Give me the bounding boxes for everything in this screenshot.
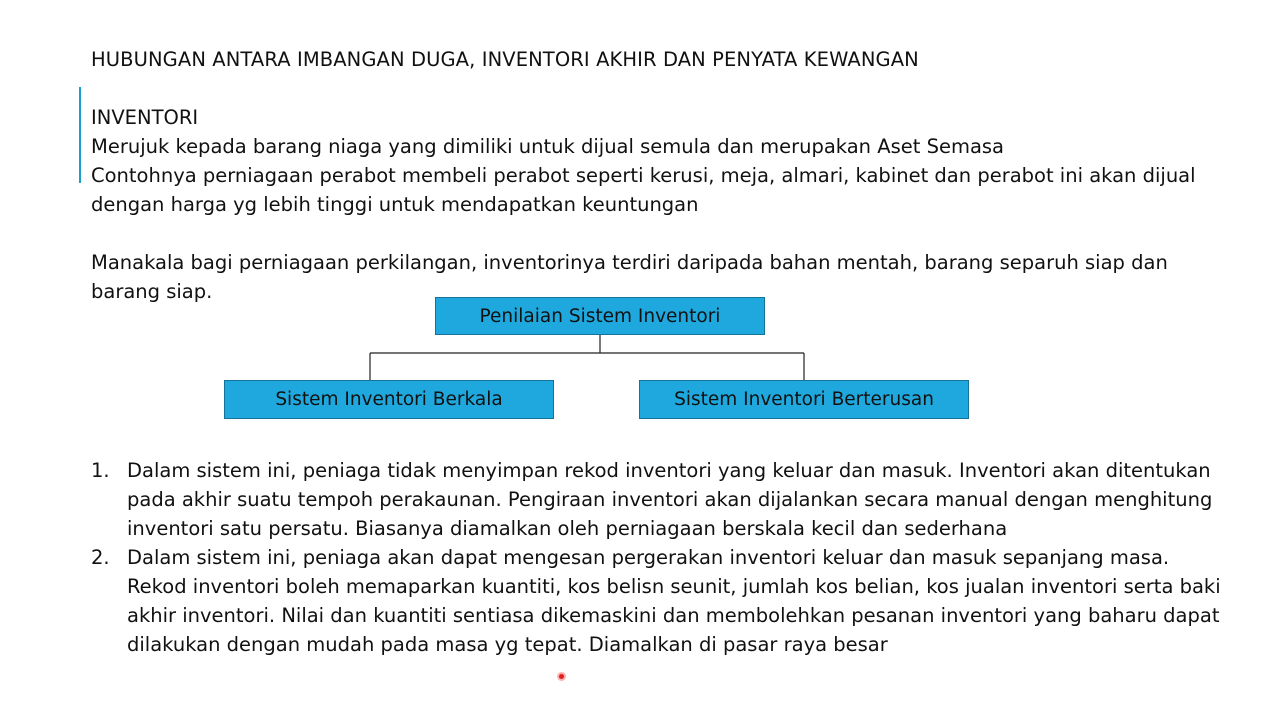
diagram-left-box: Sistem Inventori Berkala: [224, 380, 554, 419]
list-item-1-line-2: pada akhir suatu tempoh perakaunan. Pengiraan inventori akan dijalankan secara manual dengan menghitung: [127, 488, 1213, 511]
list-item-1-line-1: Dalam sistem ini, peniaga tidak menyimpan rekod inventori yang keluar dan masuk. Inventori akan ditentukan: [127, 459, 1211, 482]
list-number-2: 2.: [91, 546, 110, 569]
definition-line: Merujuk kepada barang niaga yang dimiliki untuk dijual semula dan merupakan Aset Semasa: [91, 135, 1005, 158]
laser-pointer-icon: [557, 672, 566, 681]
slide-title: HUBUNGAN ANTARA IMBANGAN DUGA, INVENTORI AKHIR DAN PENYATA KEWANGAN: [91, 48, 919, 71]
diagram-root-box: Penilaian Sistem Inventori: [435, 297, 765, 335]
example-line-2: dengan harga yg lebih tinggi untuk mendapatkan keuntungan: [91, 193, 699, 216]
manufacturing-line-1: Manakala bagi perniagaan perkilangan, inventorinya terdiri daripada bahan mentah, barang separuh siap dan: [91, 251, 1168, 274]
list-item-2-line-1: Dalam sistem ini, peniaga akan dapat mengesan pergerakan inventori keluar dan masuk sepanjang masa.: [127, 546, 1170, 569]
list-number-1: 1.: [91, 459, 110, 482]
manufacturing-line-2: barang siap.: [91, 280, 213, 303]
list-item-1-line-3: inventori satu persatu. Biasanya diamalkan oleh perniagaan berskala kecil dan sederhana: [127, 517, 1008, 540]
example-line-1: Contohnya perniagaan perabot membeli perabot seperti kerusi, meja, almari, kabinet dan perabot ini akan dijual: [91, 164, 1196, 187]
list-item-2-line-3: akhir inventori. Nilai dan kuantiti sentiasa dikemaskini dan membolehkan pesanan inventori yang baharu dapat: [127, 604, 1220, 627]
diagram-right-box: Sistem Inventori Berterusan: [639, 380, 969, 419]
list-item-2-line-2: Rekod inventori boleh memaparkan kuantiti, kos belisn seunit, jumlah kos belian, kos jualan inventori serta baki: [127, 575, 1221, 598]
list-item-2-line-4: dilakukan dengan mudah pada masa yg tepat. Diamalkan di pasar raya besar: [127, 633, 888, 656]
accent-bar: [79, 87, 81, 183]
section-heading: INVENTORI: [91, 106, 199, 129]
